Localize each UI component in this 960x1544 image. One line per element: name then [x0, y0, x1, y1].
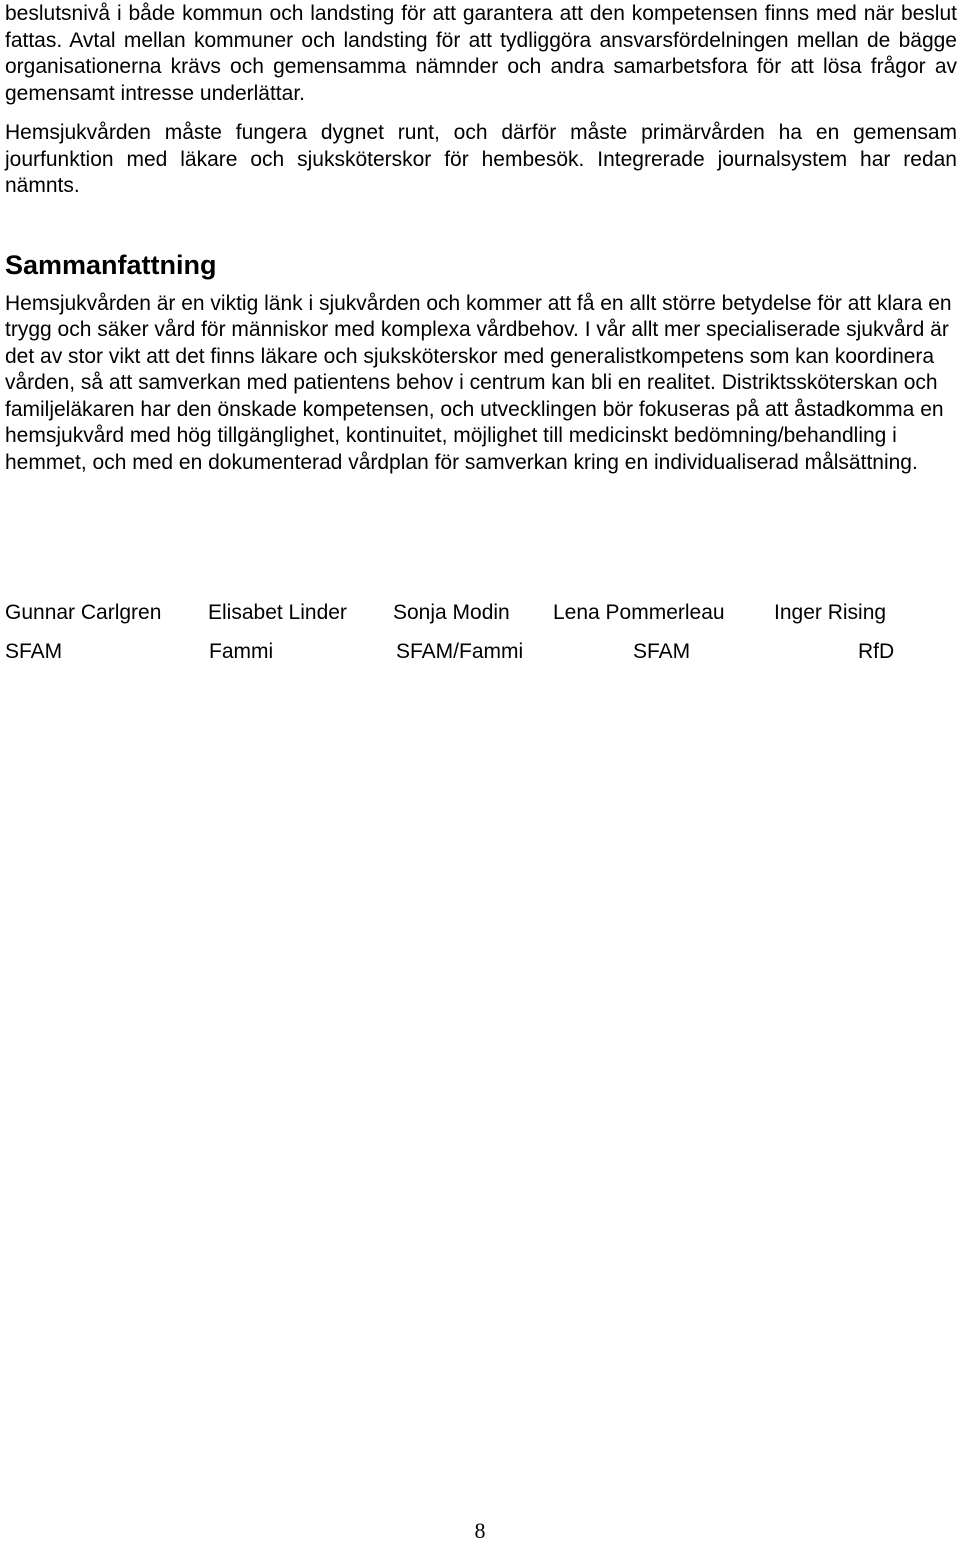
body-paragraph-2: Hemsjukvården måste fungera dygnet runt, och därför måste primärvården ha en gemensam jourfunktion med läkare och sjuksköterskor för hembesök. Integrerade journalsystem har redan nämnts. [5, 121, 957, 197]
signature-organization: SFAM/Fammi [396, 640, 524, 663]
document-page [5, 0, 957, 476]
signature-name: Sonja Modin [393, 601, 510, 624]
signature-name: Elisabet Linder [208, 601, 347, 624]
signature-organization: SFAM [633, 640, 691, 663]
signature-organization: SFAM [5, 640, 63, 663]
signature-name: Inger Rising [774, 601, 887, 624]
signature-name: Lena Pommerleau [553, 601, 725, 624]
section-heading-summary: Sammanfattning [5, 249, 217, 280]
signature-organization: Fammi [209, 640, 274, 663]
summary-paragraph: Hemsjukvården är en viktig länk i sjukvården och kommer att få en allt större betydelse för att klara en trygg och säker vård för människor med komplexa vårdbehov. I vår allt mer specialiserade sjukvård är det av stor vikt att det finns läkare och sjuksköterskor med generalistkompetens som kan koordinera vården, så att samverkan med patientens behov i centrum kan bli en realitet. Distriktssköterskan och familjeläkaren har den önskade kompetensen, och utvecklingen bör fokuseras på att åstadkomma en hemsjukvård med hög tillgänglighet, kontinuitet, möjlighet till medicinskt bedömning/behandling i hemmet, och med en dokumenterad vårdplan för samverkan kring en individualiserad målsättning. [5, 291, 952, 474]
signature-organization: RfD [858, 640, 895, 663]
body-paragraph-1: beslutsnivå i både kommun och landsting för att garantera att den kompetensen finns med när beslut fattas. Avtal mellan kommuner och landsting för att tydliggöra ansvarsfördelningen mellan de bägge organisationerna krävs och gemensamma nämnder och andra samarbetsfora för att lösa frågor av gemensamt intresse underlättar. [5, 2, 957, 105]
signature-name: Gunnar Carlgren [5, 601, 162, 624]
page-number: 8 [474, 1518, 486, 1543]
